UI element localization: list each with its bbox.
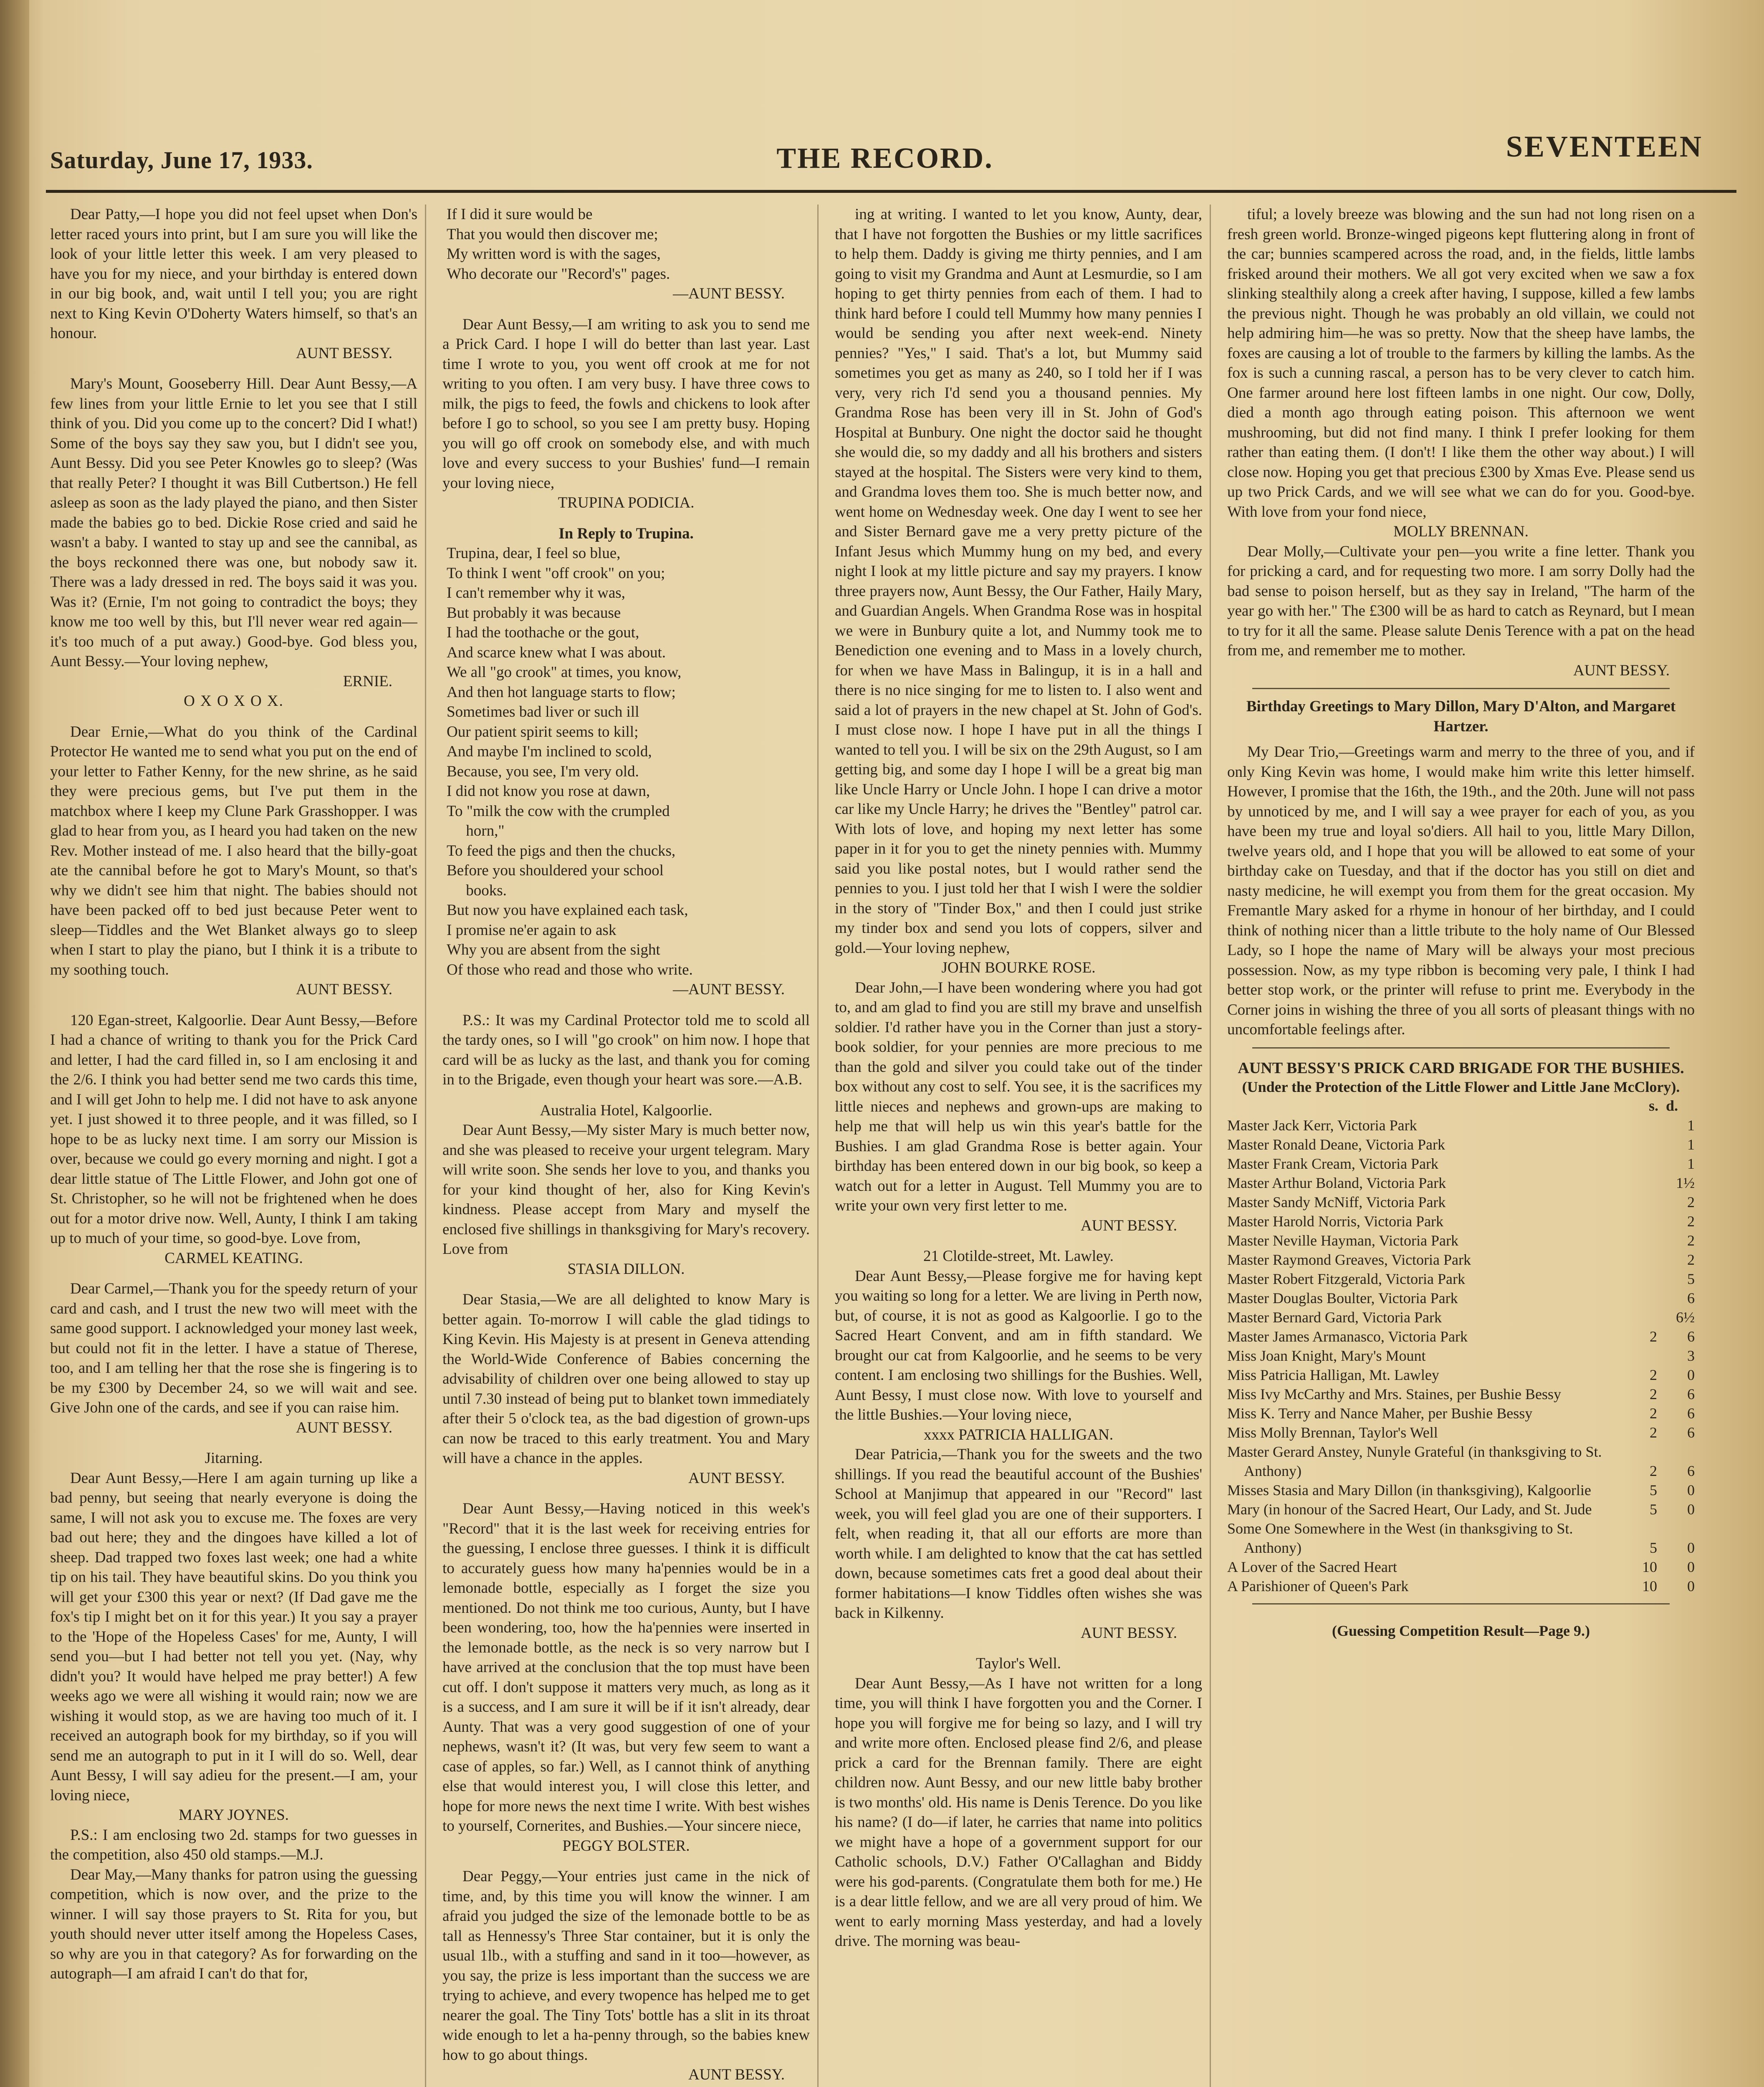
donor-name: Master Arthur Boland, Victoria Park xyxy=(1227,1175,1446,1191)
donor-name: Master Frank Cream, Victoria Park xyxy=(1227,1155,1439,1172)
amount-pence: 2 xyxy=(1687,1194,1695,1210)
amount-pence: 6 xyxy=(1687,1290,1695,1306)
column-divider xyxy=(1210,205,1211,2087)
column-2 xyxy=(442,205,810,2087)
letter-paragraph: Dear Aunt Bessy,—Please forgive me for having kept you waiting so long for a letter. We are living in Perth now, but, of course, it is not as good as Kalgoorlie. I go to the Sacred Heart Convent, and am in fifth standard. We brought our cat from Kalgoorlie, and he seems to be very content. I am enclosing two shillings for the Bushies. Well, Aunt Bessy, I must close now. With love to yourself and the little Bushies.—Your loving niece, xyxy=(835,1267,1202,1423)
signature: MOLLY BRENNAN. xyxy=(1393,523,1529,540)
table-row xyxy=(1227,1577,1695,1596)
spacer xyxy=(442,1279,810,1290)
amount-pence: 1½ xyxy=(1676,1175,1695,1191)
table-row xyxy=(1227,1154,1695,1173)
donor-name: Master Neville Hayman, Victoria Park xyxy=(1227,1232,1459,1249)
address-line: Taylor's Well. xyxy=(976,1655,1061,1672)
letter-paragraph: Dear Aunt Bessy,—Here I am again turning up like a bad penny, but seeing that nearly everyone is doing the same, I will not ask you to excuse me. The foxes are very bad out here; they and the dingoes have killed a lot of sheep. Dad trapped two foxes last week; one had a white tip on his tail. They have beautiful skins. Do you think you will get your £300 this year or next? (If Dad gave me the fox's tip I might bet on it for this year.) It you say a prayer to the 'Hope of the Hopeless Cases' for me, Aunty, I will send you—but I had better not tell you yet. (Nay, why didn't you? It would have helped me pray better!) A few weeks ago we were all wishing it would rain; now we are wishing it would stop, as we are having too much of it. I received an autograph book for my birthday, so if you will send me an autograph to put in it I will do so. Well, dear Aunt Bessy, I will say adieu for the present.—I am, your loving niece, xyxy=(50,1469,417,1804)
table-row xyxy=(1227,1346,1695,1365)
donor-name: Miss K. Terry and Nance Maher, per Bushie Bessy xyxy=(1227,1405,1533,1422)
amount-pence: 5 xyxy=(1687,1271,1695,1287)
amount-pence: 0 xyxy=(1687,1539,1695,1556)
table-row xyxy=(1227,1519,1695,1557)
table-row xyxy=(1227,1231,1695,1250)
signature: JOHN BOURKE ROSE. xyxy=(941,959,1096,976)
letter-paragraph: P.S.: I am enclosing two 2d. stamps for two guesses in the competition, also 450 old stamps.—M.J. xyxy=(50,1826,417,1863)
table-row xyxy=(1227,1404,1695,1423)
amount-shillings: 2 xyxy=(1650,1367,1657,1383)
section-heading: Birthday Greetings to Mary Dillon, Mary D'Alton, and Margaret Hartzer. xyxy=(1246,698,1676,735)
letter-paragraph: Dear Peggy,—Your entries just came in the nick of time, and, by this time you will know the winner. I am afraid you judged the size of the lemonade bottle to be as tall as Hennessy's Three Star container, but it is only the usual 1lb., with a stuffing and sand in it too—however, as you say, the prize is less important than the success we are trying to achieve, and every twopence has helped me to get nearer the goal. The Tiny Tots' bottle has a slit in its throat wide enough to let a ha-penny through, so the babies knew how to go about things. xyxy=(442,1868,810,2064)
letter-paragraph: P.S.: It was my Cardinal Protector told me to scold all the tardy ones, so I will "go crook" on him now. I hope that card will be as lucky as the last, and thank you for coming in to the Brigade, even though your heart was sore.—A.B. xyxy=(442,1011,810,1088)
amount-shillings xyxy=(1628,1116,1657,1135)
column-divider xyxy=(425,205,426,2087)
spacer xyxy=(50,363,417,374)
amount-shillings: 2 xyxy=(1650,1386,1657,1402)
spacer xyxy=(50,1438,417,1448)
table-row xyxy=(1227,1250,1695,1269)
table-row xyxy=(1227,1212,1695,1231)
shillings-header: s. xyxy=(1648,1097,1658,1114)
letter-paragraph: Mary's Mount, Gooseberry Hill. Dear Aunt Bessy,—A few lines from your little Ernie to let you see that I still think of you. Did you come up to the concert? Did I what!) Some of the boys say they saw you, but I didn't see you, Aunt Bessy. Did you see Peter Knowles go to sleep? (Was that really Peter? I thought it was Bill Cutbertson.) He fell asleep as soon as the lady played the piano, and then Sister made the babies go to bed. Dickie Rose cried and said he wasn't a baby. I wanted to stay up and see the cannibal, as the boys reckonned there was one, but nobody saw it. There was a lady dressed in red. The boys said it was you. Was it? (Ernie, I'm not going to contradict the boys; they know me too well by this, but I'll never wear red again—it's too much of a put away.) Good-bye. God bless you, Aunt Bessy.—Your loving nephew, xyxy=(50,375,417,670)
table-row xyxy=(1227,1365,1695,1385)
donor-name: Miss Molly Brennan, Taylor's Well xyxy=(1227,1424,1438,1441)
signature: AUNT BESSY. xyxy=(296,1419,392,1436)
letter-paragraph: Dear Ernie,—What do you think of the Cardinal Protector He wanted me to send what you put on the end of your letter to Father Kenny, for the new shrine, as he said they were precious gems, but I've put them in the matchbox where I keep my Clune Park Grasshopper. I was glad to hear from you, as I heard you had taken on the new Rev. Mother instead of me. I also heard that the billy-goat ate the cannibal before he got to Mary's Mount, so that's why we didn't see him that night. The babies should not have been packed off to bed just because Peter went to sleep—Tiddles and the Wet Blanket always go to sleep when I start to play the piano, but I think it is a tribute to my soothing touch. xyxy=(50,723,417,978)
amount-pence: 6 xyxy=(1687,1405,1695,1422)
result-note: (Guessing Competition Result—Page 9.) xyxy=(1332,1622,1590,1639)
amount-shillings xyxy=(1628,1250,1657,1269)
spacer xyxy=(442,2085,810,2087)
amount-pence: 0 xyxy=(1687,1482,1695,1498)
spacer xyxy=(442,1856,810,1867)
amount-shillings: 2 xyxy=(1650,1405,1657,1422)
address-line: Australia Hotel, Kalgoorlie. xyxy=(540,1102,713,1119)
amount-shillings: 2 xyxy=(1650,1463,1657,1479)
amount-shillings xyxy=(1628,1289,1657,1308)
donor-name: Master Sandy McNiff, Victoria Park xyxy=(1227,1194,1446,1210)
amount-shillings xyxy=(1628,1231,1657,1250)
donor-name: Misses Stasia and Mary Dillon (in thanksgiving), Kalgoorlie xyxy=(1227,1482,1591,1498)
signature: STASIA DILLON. xyxy=(567,1260,685,1278)
signature: AUNT BESSY. xyxy=(688,1469,785,1487)
donor-name: Miss Ivy McCarthy and Mrs. Staines, per Bushie Bessy xyxy=(1227,1386,1561,1402)
amount-shillings xyxy=(1628,1212,1657,1231)
letter-paragraph: Dear Patricia,—Thank you for the sweets and the two shillings. If you read the beautiful account of the Bushies' School at Manjimup that appeared in our "Record" last week, you will feel glad you are one of their supporters. I felt, when reading it, that all our efforts are more than worth while. I am delighted to know that the cat has settled down, because sometimes cats fret a good deal about their former habitations—I know Tiddles often wishes she was back in Kilkenny. xyxy=(835,1446,1202,1622)
divider xyxy=(1252,1603,1670,1604)
section-heading: In Reply to Trupina. xyxy=(559,525,694,542)
amount-shillings: 10 xyxy=(1642,1559,1657,1575)
letter-paragraph: ing at writing. I wanted to let you know, Aunty, dear, that I have not forgotten the Bushies or my little sacrifices to help them. Daddy is giving me thirty pennies, and I am going to visit my Grandma and Aunt at Lesmurdie, so I am hoping to get thirty pennies from each of them. I had to think hard before I could tell Mummy how many pennies I would be sending you after next week-end. Ninety pennies? "Yes," I said. That's a lot, but Mummy said sometimes you get as many as 240, so I told her if I was very, very rich I'd send you a thousand pennies. My Grandma Rose has been very ill in St. John of God's Hospital at Bunbury. One night the doctor said he thought she would die, so my daddy and all his brothers and sisters stayed at the hospital. The Sisters were very kind to them, and Grandma loves them too. She is much better now, and went home on Wednesday week. One day I went to see her and Sister Bernard gave me a very pretty picture of the Infant Jesus which Mummy hung on my bed, and every night I look at my little picture and say my prayers. I know three prayers now, Aunt Bessy, the Our Father, Haily Mary, and Guardian Angels. When Grandma Rose was in hospital we were in Bunbury quite a lot, and Nummy took me to Benediction one evening and to Mass in a lovely church, for when we have Mass in Balingup, it is in a hall and there is no nice singing for me to listen to. I also went and said a lot of prayers in the new chapel at St. John of God's. I must close now. I hope I have put in all the things I wanted to tell you. I will be six on the 29th August, so I am getting big, and some day I hope I will be a great big man like Uncle Harry or Uncle John. I hope I can drive a motor car like my Uncle Harry; he drives the "Bentley" patrol car. With lots of love, and hoping my next letter has some paper in it for you to get the ninety pennies with. Mummy said you like postal notes, but I would rather send the pennies to you. I just told her that I wish I were the soldier in the story of "Tinder Box," and then I could just strike my tinder box and send you lots of coppers, silver and gold.—Your loving nephew, xyxy=(835,206,1202,957)
donor-name: Miss Patricia Halligan, Mt. Lawley xyxy=(1227,1367,1439,1383)
table-row xyxy=(1227,1135,1695,1154)
table-row xyxy=(1227,1269,1695,1289)
donor-name: Master Bernard Gard, Victoria Park xyxy=(1227,1309,1442,1326)
amount-pence: 0 xyxy=(1687,1559,1695,1575)
donor-name: Some One Somewhere in the West (in thanksgiving to St. Anthony) xyxy=(1227,1520,1573,1556)
signature: AUNT BESSY. xyxy=(688,2066,785,2083)
amount-pence: 0 xyxy=(1687,1501,1695,1518)
spacer xyxy=(50,1000,417,1011)
brigade-subheading: (Under the Protection of the Little Flower and Little Jane McClory). xyxy=(1242,1078,1680,1095)
table-row xyxy=(1227,1423,1695,1442)
address-line: Jitarning. xyxy=(205,1450,263,1467)
masthead-title: THE RECORD. xyxy=(776,142,993,174)
amount-pence: 6 xyxy=(1687,1424,1695,1441)
divider xyxy=(1252,688,1670,689)
table-row xyxy=(1227,1116,1695,1135)
letter-paragraph: Dear Aunt Bessy,—My sister Mary is much better now, and she was pleased to receive your urgent telegram. Mary will write soon. She sends her love to you, and thanks you for your kind thought of her, also for King Kevin's kindness. Please accept from Mary and myself the enclosed five shillings in thanksgiving for Mary's recovery. Love from xyxy=(442,1122,810,1258)
donor-name: Master Ronald Deane, Victoria Park xyxy=(1227,1136,1446,1153)
letter-paragraph: My Dear Trio,—Greetings warm and merry to the three of you, and if only King Kevin was home, I would make him write this letter himself. However, I promise that the 16th, the 19th., and the 20th. June will not pass by unnoticed by me, and I will say a wee prayer for each of you, as you have been my true and loyal so'diers. All hail to you, little Mary Dillon, twelve years old, and I hope that you will be allowed to eat some of your birthday cake on Tuesday, and that if the doctor has you still on diet and nasty medicine, he will exempt you from them for the great occasion. My Fremantle Mary asked for a rhyme in honour of her birthday, and I could think of nothing nicer than a little tribute to the holy name of Our Blessed Lady, so I hope the name of Mary will be always your most precious possession. Now, as my type ribbon is becoming very pale, I think I had better stop work, or the printer will refuse to print me. Everybody in the Corner joins in wishing the three of you all sorts of pleasant things with no uncomfortable feelings after. xyxy=(1227,743,1695,1038)
amount-shillings: 5 xyxy=(1650,1539,1657,1556)
pence-header: d. xyxy=(1665,1097,1678,1114)
header-rule xyxy=(46,190,1736,193)
letter-paragraph: tiful; a lovely breeze was blowing and the sun had not long risen on a fresh green world. Bronze-winged pigeons kept fluttering along in front of the car; bunnies scampered across the road, and, in the fields, little lambs frisked around their mothers. We all got very excited when we saw a fox slinking stealthily along a creek after having, I suppose, killed a few lambs the previous night. Though he was probably an old villain, we could not help admiring him—he was so pretty. Now that the sheep have lambs, the foxes are causing a lot of trouble to the farmers by killing the lambs. As the fox is such a cunning rascal, a person has to be very clever to catch him. One farmer around here lost fifteen lambs in one night. Our cow, Dolly, died a month ago through eating poison. This afternoon we went mushrooming, but did not find many. I think I prefer looking for them rather than eating them. (I don't! I like them the other way about.) I will close now. Hoping you get that precious £300 by Xmas Eve. Please send us up two Prick Cards, and we will see what we can do for you. Good-bye. With love from your fond niece, xyxy=(1227,206,1695,520)
signature: AUNT BESSY. xyxy=(296,344,392,362)
donor-name: Master Jack Kerr, Victoria Park xyxy=(1227,1117,1417,1134)
column-divider xyxy=(817,205,819,2087)
amount-pence: 6 xyxy=(1687,1463,1695,1479)
letter-paragraph: Dear Stasia,—We are all delighted to know Mary is better again. To-morrow I will cable the glad tidings to King Kevin. His Majesty is at present in Geneva attending the World-Wide Conference of Babies concerning the advisability of children over one being allowed to stay up until 7.30 instead of being put to blanket town immediately after their 5 o'clock tea, as the bad digestion of grown-ups can now be traced to this early treatment. You and Mary will have a chance in the apples. xyxy=(442,1291,810,1467)
spacer xyxy=(442,1000,810,1011)
donor-name: Master Raymond Greaves, Victoria Park xyxy=(1227,1251,1471,1268)
spacer xyxy=(50,711,417,722)
letter-paragraph: Dear Carmel,—Thank you for the speedy return of your card and cash, and I trust the new two will meet with the same good support. I acknowledged your money last week, but could not fit in the letter. I have a statue of Therese, too, and I am telling her that the rose she is fingering is to be my £300 by December 24, so we will wait and see. Give John one of the cards, and see if you can raise him. xyxy=(50,1280,417,1416)
amount-shillings: 2 xyxy=(1650,1328,1657,1345)
amount-shillings xyxy=(1628,1346,1657,1365)
amount-shillings: 5 xyxy=(1650,1482,1657,1498)
page-number: SEVENTEEN xyxy=(1506,130,1703,163)
verse: If I did it sure would be That you would then discover me; My written word is with the sages, Who decorate our "Record's" pages. xyxy=(447,206,670,283)
spacer xyxy=(442,1488,810,1499)
binding-spine xyxy=(0,0,29,2087)
letter-paragraph: Dear Aunt Bessy,—Having noticed in this week's "Record" that it is the last week for receiving entries for the guessing, I enclose three guesses. I think it is difficult to accurately guess how many ha'pennies would be in a lemonade bottle, especially as I forget the size you mentioned. Do not think me too curious, Aunty, but I have been wondering, too, how the ha'pennies were inserted in the lemonade bottle, as the neck is so very narrow but I have arrived at the conclusion that the top must have been cut off. I don't suppose it matters very much, as long as it is a success, and I am sure it will be if it isn't already, dear Aunty. That was a very good suggestion of one of your nephews, wasn't it? (It was, but very few seem to want a case of apples, so far.) Well, as I cannot think of anything else that would interest you, I will close this letter, and hope for more news the next time I write. With best wishes to yourself, Cornerites, and Bushies.—Your sincere niece, xyxy=(442,1500,810,1834)
letter-paragraph: Dear Aunt Bessy,—As I have not written for a long time, you will think I have forgotten you and the Corner. I hope you will forgive me for being so lazy, and I will try and write more often. Enclosed please find 2/6, and please prick a card for the Brennan family. There are eight children now. Aunt Bessy, and our new little baby brother is two months' old. His name is Denis Terence. Do you like his name? (I do—if later, he carries that name into politics we might have a hope of a government support for our Catholic schools, D.V.) Father O'Callaghan and Biddy were his god-parents. (Congratulate them both for me.) He is a dear little fellow, and we are all very proud of him. We went to early morning Mass yesterday, and had a lovely drive. The morning was beau- xyxy=(835,1675,1202,1950)
donor-name: A Lover of the Sacred Heart xyxy=(1227,1559,1397,1575)
table-row xyxy=(1227,1557,1695,1577)
spacer xyxy=(442,513,810,524)
amount-pence: 1 xyxy=(1687,1155,1695,1172)
signature: xxxx PATRICIA HALLIGAN. xyxy=(924,1426,1113,1443)
signature: AUNT BESSY. xyxy=(1081,1217,1177,1234)
table-row xyxy=(1227,1308,1695,1327)
spacer xyxy=(835,1643,1202,1654)
address-line: 21 Clotilde-street, Mt. Lawley. xyxy=(923,1248,1114,1265)
donor-name: Master Robert Fitzgerald, Victoria Park xyxy=(1227,1271,1466,1287)
signature: PEGGY BOLSTER. xyxy=(562,1837,690,1855)
donor-name: Master Harold Norris, Victoria Park xyxy=(1227,1213,1444,1230)
signature: TRUPINA PODICIA. xyxy=(558,494,695,511)
amount-shillings xyxy=(1628,1193,1657,1212)
amount-shillings xyxy=(1628,1269,1657,1289)
amount-shillings: 10 xyxy=(1642,1578,1657,1594)
amount-pence: 2 xyxy=(1687,1251,1695,1268)
brigade-table xyxy=(1227,1116,1695,1596)
brigade-heading: AUNT BESSY'S PRICK CARD BRIGADE FOR THE BUSHIES. xyxy=(1238,1059,1684,1077)
table-row xyxy=(1227,1289,1695,1308)
amount-pence: 2 xyxy=(1687,1232,1695,1249)
letter-paragraph: Dear May,—Many thanks for patron using the guessing competition, which is now over, and the prize to the winner. I will say those prayers to St. Rita for you, but youth should never utter itself among the Hopeless Cases, so why are you in that category? As for forwarding on the autograph—I am afraid I can't do that for, xyxy=(50,1866,417,1982)
signature: —AUNT BESSY. xyxy=(673,981,785,998)
signature: AUNT BESSY. xyxy=(1573,662,1670,679)
page-header xyxy=(50,125,1720,179)
amount-shillings xyxy=(1628,1173,1657,1193)
amount-shillings: 2 xyxy=(1650,1424,1657,1441)
letter-paragraph: Dear Aunt Bessy,—I am writing to ask you to send me a Prick Card. I hope I will do better than last year. Last time I wrote to you, you went off crook at me for not writing to you often. I am very busy. I have three cows to milk, the pigs to feed, the fowls and chickens to look after before I go to school, so you see I am pretty busy. Hoping you will go off crook on somebody else, and with much love and every success to your Bushies' fund—I remain your loving niece, xyxy=(442,316,810,492)
amount-pence: 6 xyxy=(1687,1386,1695,1402)
signature: —AUNT BESSY. xyxy=(673,285,785,302)
amount-pence: 6 xyxy=(1687,1328,1695,1345)
amount-pence: 6½ xyxy=(1676,1309,1695,1326)
table-row xyxy=(1227,1442,1695,1481)
amount-shillings xyxy=(1628,1135,1657,1154)
amount-pence: 1 xyxy=(1687,1136,1695,1153)
spacer xyxy=(50,1268,417,1279)
donor-name: Miss Joan Knight, Mary's Mount xyxy=(1227,1347,1426,1364)
amount-pence: 2 xyxy=(1687,1213,1695,1230)
spacer xyxy=(835,1236,1202,1246)
column-3 xyxy=(835,205,1202,2087)
amount-pence: 0 xyxy=(1687,1367,1695,1383)
donor-name: Mary (in honour of the Sacred Heart, Our Lady, and St. Jude xyxy=(1227,1501,1592,1518)
donor-name: A Parishioner of Queen's Park xyxy=(1227,1578,1409,1594)
donor-name: Master James Armanasco, Victoria Park xyxy=(1227,1328,1468,1345)
amount-pence: 0 xyxy=(1687,1578,1695,1594)
signature: ERNIE. xyxy=(343,672,392,690)
sign-off: O X O X O X. xyxy=(184,692,284,710)
signature: AUNT BESSY. xyxy=(1081,1624,1177,1642)
table-row xyxy=(1227,1385,1695,1404)
table-row xyxy=(1227,1193,1695,1212)
letter-paragraph: Dear John,—I have been wondering where you had got to, and am glad to find you are still my brave and unselfish soldier. I'd rather have you in the Corner than just a story-book soldier, for your pennies are more precious to me than the gold and silver you could take out of the tinder box without any cost to self. You see, it is the sacrifices my little nieces and nephews and grown-ups are making to help me that will help us win this year's battle for the Bushies. I am glad Grandma Rose is better again. Your birthday has been entered down in our big book, so keep a watch out for a letter in August. Tell Mummy you are to write your own very first letter to me. xyxy=(835,979,1202,1214)
brigade-column-header xyxy=(1227,1096,1695,1116)
signature: MARY JOYNES. xyxy=(179,1807,289,1824)
amount-pence: 3 xyxy=(1687,1347,1695,1364)
divider xyxy=(1252,1047,1670,1049)
amount-shillings xyxy=(1628,1308,1657,1327)
letter-paragraph: Dear Molly,—Cultivate your pen—you write a fine letter. Thank you for pricking a card, and for requesting two more. I am sorry Dolly had the bad sense to poison herself, but as they say in Ireland, "The harm of the year go with her." The £300 will be as hard to catch as Reynard, but I mean to try for it all the same. Please salute Denis Terence with a pat on the head from me, and remember me to mother. xyxy=(1227,543,1695,659)
donor-name: Master Douglas Boulter, Victoria Park xyxy=(1227,1290,1458,1306)
donor-name: Master Gerard Anstey, Nunyle Grateful (in thanksgiving to St. Anthony) xyxy=(1227,1443,1602,1479)
table-row xyxy=(1227,1500,1695,1519)
letter-paragraph: Dear Patty,—I hope you did not feel upset when Don's letter raced yours into print, but I am sure you will like the look of your little letter this week. I am very pleased to have you for my niece, and your birthday is entered down in our big book, and, wait until I tell you; you are right next to King Kevin O'Doherty Waters himself, so that's an honour. xyxy=(50,206,417,342)
signature: AUNT BESSY. xyxy=(296,981,392,998)
amount-pence: 1 xyxy=(1687,1117,1695,1134)
spacer xyxy=(442,304,810,315)
verse: Trupina, dear, I feel so blue, To think I went "off crook" on you; I can't remember why it was, But probably it was because I had the toothache or the gout, And scarce knew what I was about. We all "go crook" at times, you know, And then hot language starts to flow; Sometimes bad liver or such ill Our patient spirit seems to kill; And maybe I'm inclined to scold, Because, you see, I'm very old. I did not know you rose at dawn, To "milk the cow with the crumpled horn," To feed the pigs and then the chucks, Before you shouldered your school books. But now you have explained each task, I promise ne'er again to ask Why you are absent from the sight Of those who read and those who write. xyxy=(447,545,693,978)
table-row xyxy=(1227,1481,1695,1500)
table-row xyxy=(1227,1327,1695,1346)
column-4 xyxy=(1227,205,1695,2087)
amount-shillings: 5 xyxy=(1650,1501,1657,1518)
spacer xyxy=(442,1090,810,1101)
amount-shillings xyxy=(1628,1154,1657,1173)
column-1 xyxy=(50,205,417,2087)
issue-date: Saturday, June 17, 1933. xyxy=(50,147,313,174)
letter-paragraph: 120 Egan-street, Kalgoorlie. Dear Aunt Bessy,—Before I had a chance of writing to thank you for the Prick Card and letter, I had the card filled in, so I am enclosing it and the 2/6. I think you had better send me two cards this time, and I will get John to help me. I did not have to ask anyone yet. I just showed it to three people, and it was filled, so I hope to be as lucky next time. I am sorry our Mission is over, because we could go every morning and night. I got a dear little statue of The Little Flower, and John got one of St. Christopher, so he will not be frightened when he does out for a motor drive now. Well, Aunty, I think I am taking up to much of your time, so good-bye. Love from, xyxy=(50,1011,417,1247)
signature: CARMEL KEATING. xyxy=(164,1249,303,1267)
prick-card-brigade xyxy=(1227,1059,1695,1641)
table-row xyxy=(1227,1173,1695,1193)
